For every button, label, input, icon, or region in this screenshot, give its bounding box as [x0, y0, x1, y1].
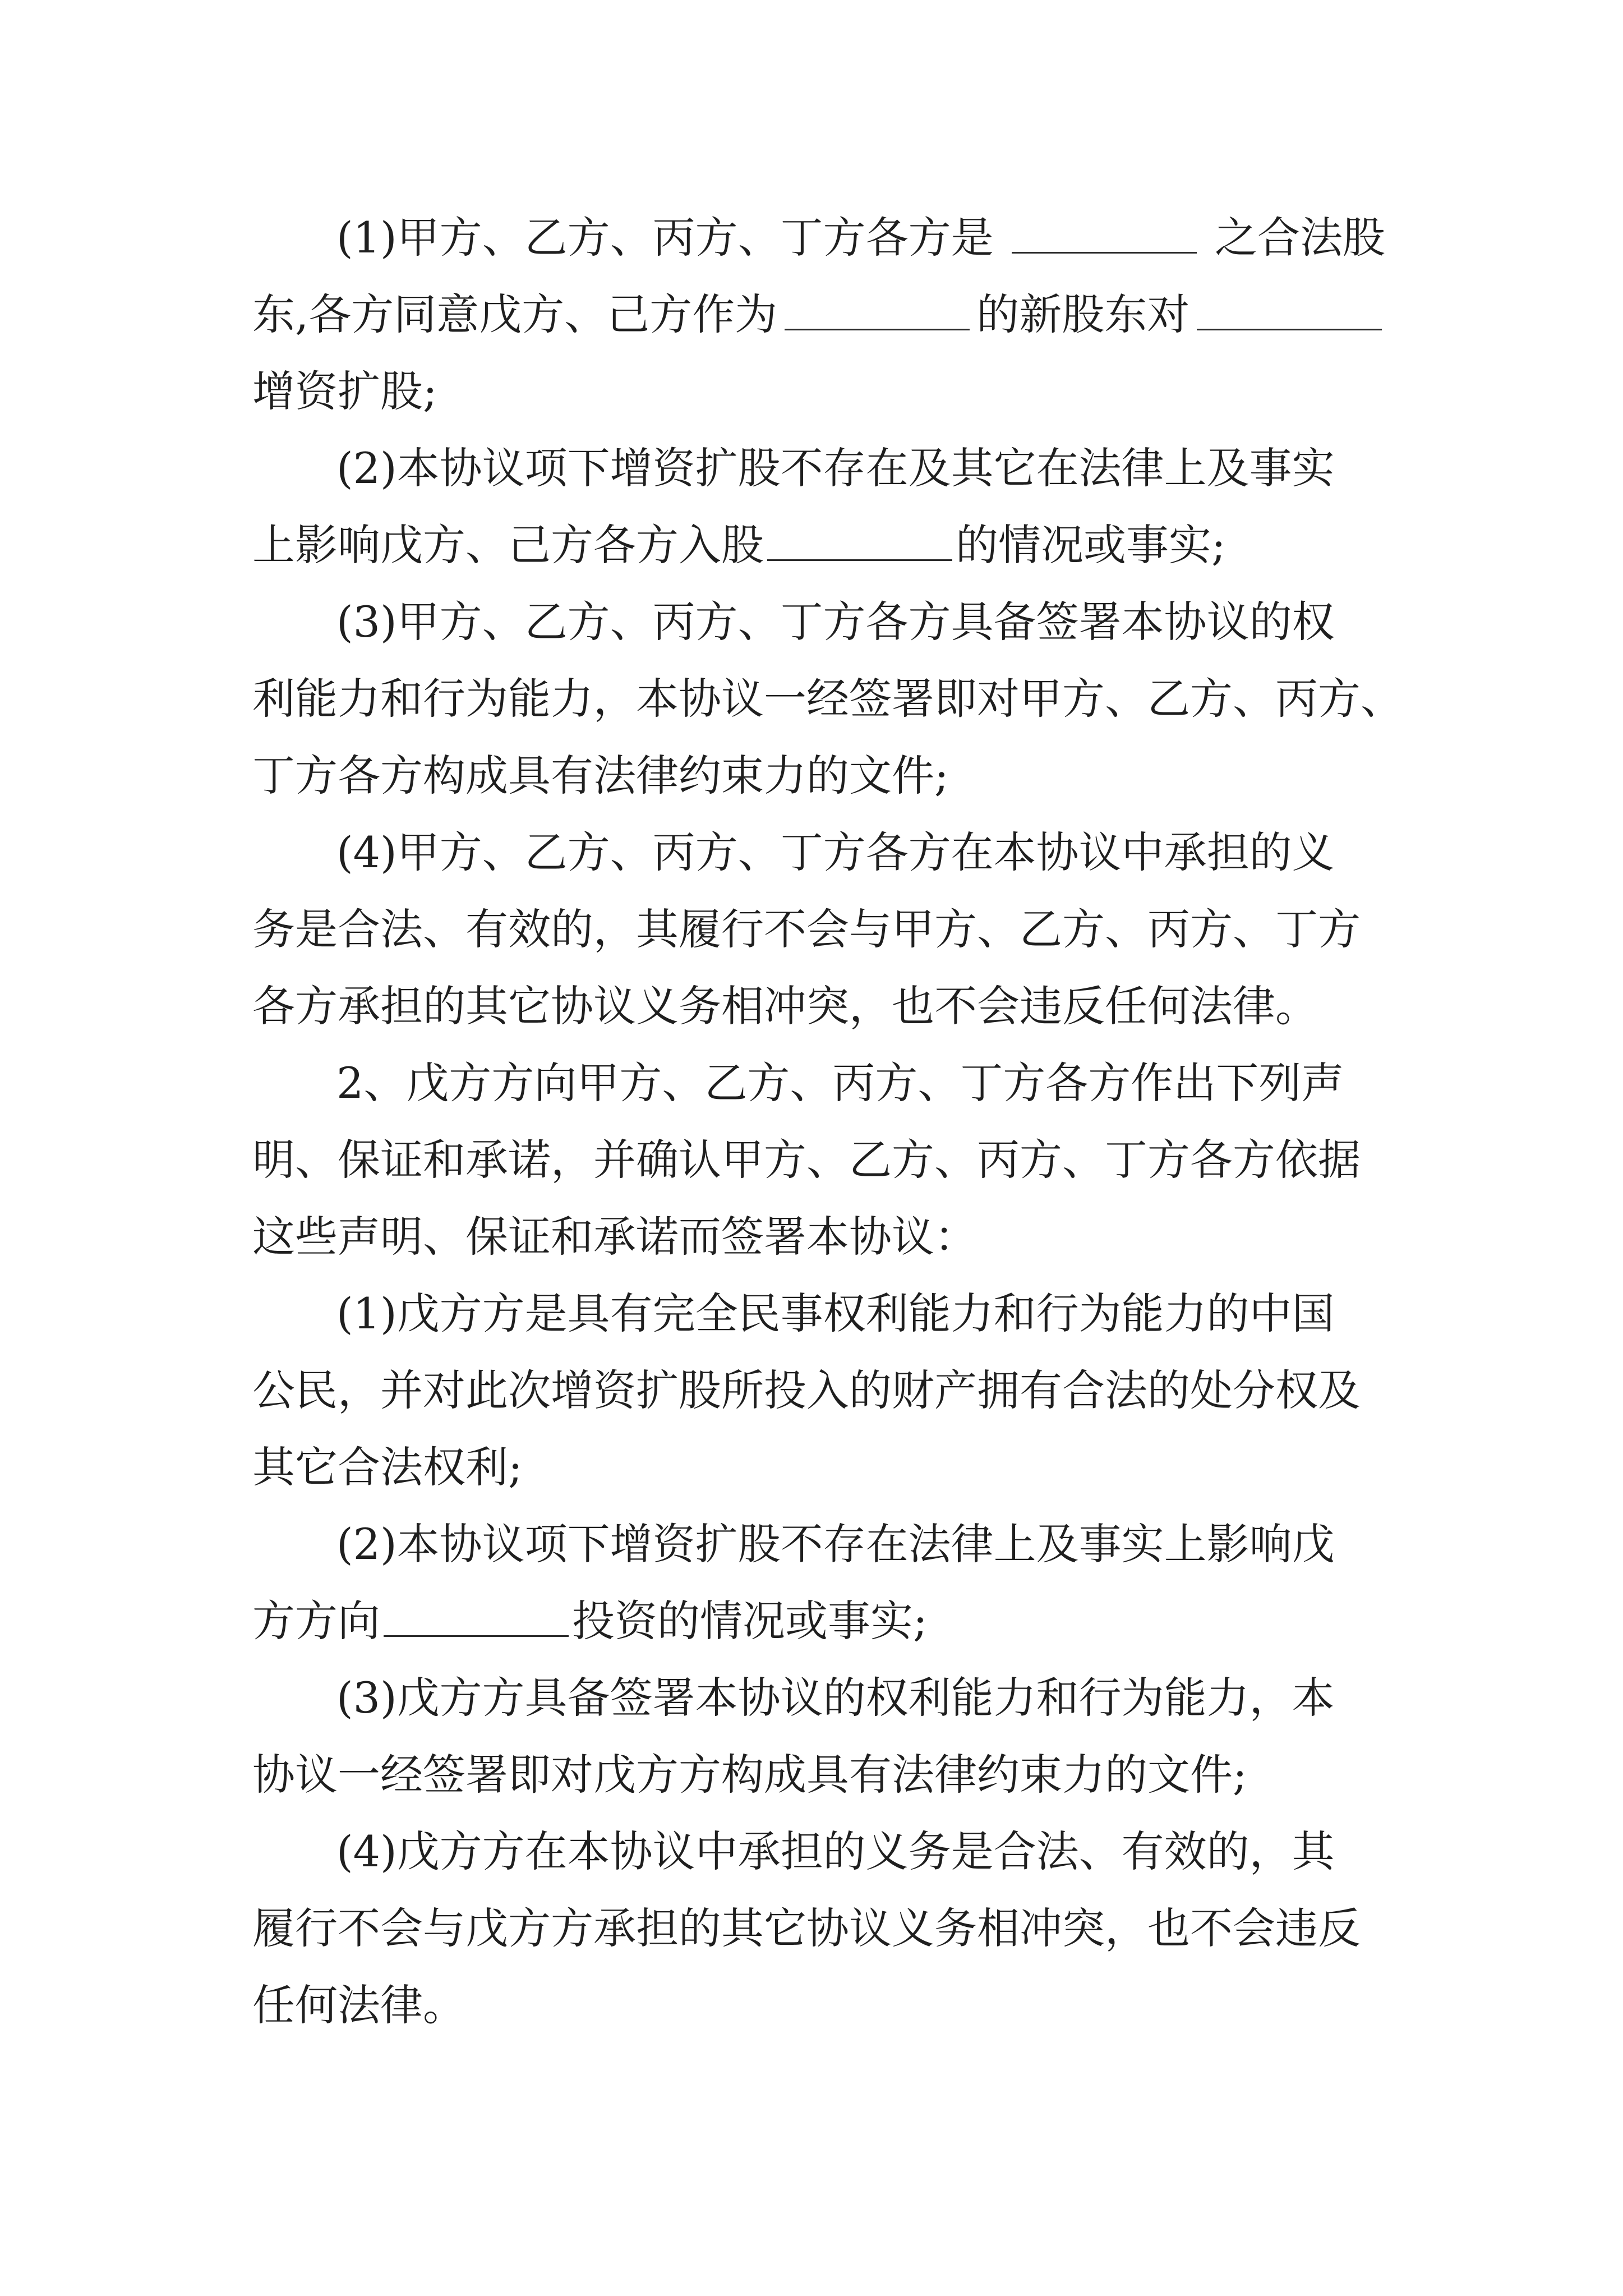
text-segment: 增资扩股;: [252, 366, 437, 416]
text-line: [252, 1121, 1385, 1198]
text-segment: (3)甲方、乙方、丙方、丁方各方具备签署本协议的权: [336, 597, 1335, 647]
text-line: [252, 199, 1385, 276]
text-segment: 任何法律。: [252, 1980, 465, 2030]
text-line: [252, 891, 1385, 968]
text-segment: 方方向: [252, 1596, 380, 1646]
text-line: [252, 968, 1385, 1045]
text-segment: 的情况或事实;: [956, 520, 1226, 570]
text-segment: 明、保证和承诺，并确认甲方、乙方、丙方、丁方各方依据: [252, 1135, 1361, 1185]
text-line: [252, 583, 1385, 660]
text-segment: 协议一经签署即对戊方方构成具有法律约束力的文件;: [252, 1750, 1247, 1800]
text-segment: 上影响戊方、己方各方入股: [252, 520, 764, 570]
text-line: [252, 814, 1385, 891]
text-segment: (1)甲方、乙方、丙方、丁方各方是: [336, 213, 994, 263]
text-line: [252, 1429, 1385, 1506]
text-segment: (3)戊方方具备签署本协议的权利能力和行为能力，本: [336, 1673, 1335, 1723]
text-line: [252, 1890, 1385, 1967]
text-segment: (4)甲方、乙方、丙方、丁方各方在本协议中承担的义: [336, 827, 1335, 877]
text-line: [252, 1275, 1385, 1352]
text-segment: 之合法股: [1215, 213, 1385, 263]
text-segment: 丁方各方构成具有法律约束力的文件;: [252, 751, 949, 800]
text-line: [252, 1659, 1385, 1736]
text-segment: 各方承担的其它协议义务相冲突，也不会违反任何法律。: [252, 981, 1318, 1031]
text-line: [252, 1045, 1385, 1121]
text-segment: 2、戊方方向甲方、乙方、丙方、丁方各方作出下列声: [336, 1058, 1344, 1108]
text-segment: (2)本协议项下增资扩股不存在及其它在法律上及事实: [336, 443, 1335, 493]
text-segment: 的新股东对: [976, 289, 1190, 339]
fill-blank[interactable]: [1012, 217, 1197, 254]
text-line: [252, 1967, 1385, 2044]
text-line: [252, 1352, 1385, 1429]
text-segment: (4)戊方方在本协议中承担的义务是合法、有效的，其: [336, 1826, 1335, 1876]
text-line: [252, 1813, 1385, 1890]
text-line: [252, 430, 1385, 507]
text-segment: 投资的情况或事实;: [572, 1596, 928, 1646]
fill-blank[interactable]: [1197, 294, 1382, 330]
text-line: [252, 353, 1385, 430]
fill-blank[interactable]: [785, 294, 970, 330]
text-segment: 务是合法、有效的，其履行不会与甲方、乙方、丙方、丁方: [252, 904, 1361, 954]
fill-blank[interactable]: [384, 1600, 569, 1637]
fill-blank[interactable]: [767, 524, 952, 561]
text-line: [252, 1198, 1385, 1275]
text-line: [252, 1582, 1385, 1659]
text-segment: 利能力和行为能力，本协议一经签署即对甲方、乙方、丙方、: [252, 674, 1403, 724]
text-segment: (1)戊方方是具有完全民事权利能力和行为能力的中国: [336, 1289, 1335, 1338]
text-line: [252, 1736, 1385, 1813]
text-line: [252, 737, 1385, 814]
text-line: [252, 507, 1385, 583]
text-segment: 这些声明、保证和承诺而签署本协议：: [252, 1212, 977, 1262]
text-line: [252, 1506, 1385, 1582]
text-segment: (2)本协议项下增资扩股不存在法律上及事实上影响戊: [336, 1519, 1335, 1569]
text-line: [252, 276, 1385, 353]
text-segment: 东,各方同意戊方、己方作为: [252, 289, 778, 339]
text-line: [252, 660, 1403, 737]
document-body: [252, 199, 1403, 2044]
text-segment: 履行不会与戊方方承担的其它协议义务相冲突，也不会违反: [252, 1903, 1361, 1953]
text-segment: 其它合法权利;: [252, 1442, 523, 1492]
text-segment: 公民，并对此次增资扩股所投入的财产拥有合法的处分权及: [252, 1365, 1361, 1415]
